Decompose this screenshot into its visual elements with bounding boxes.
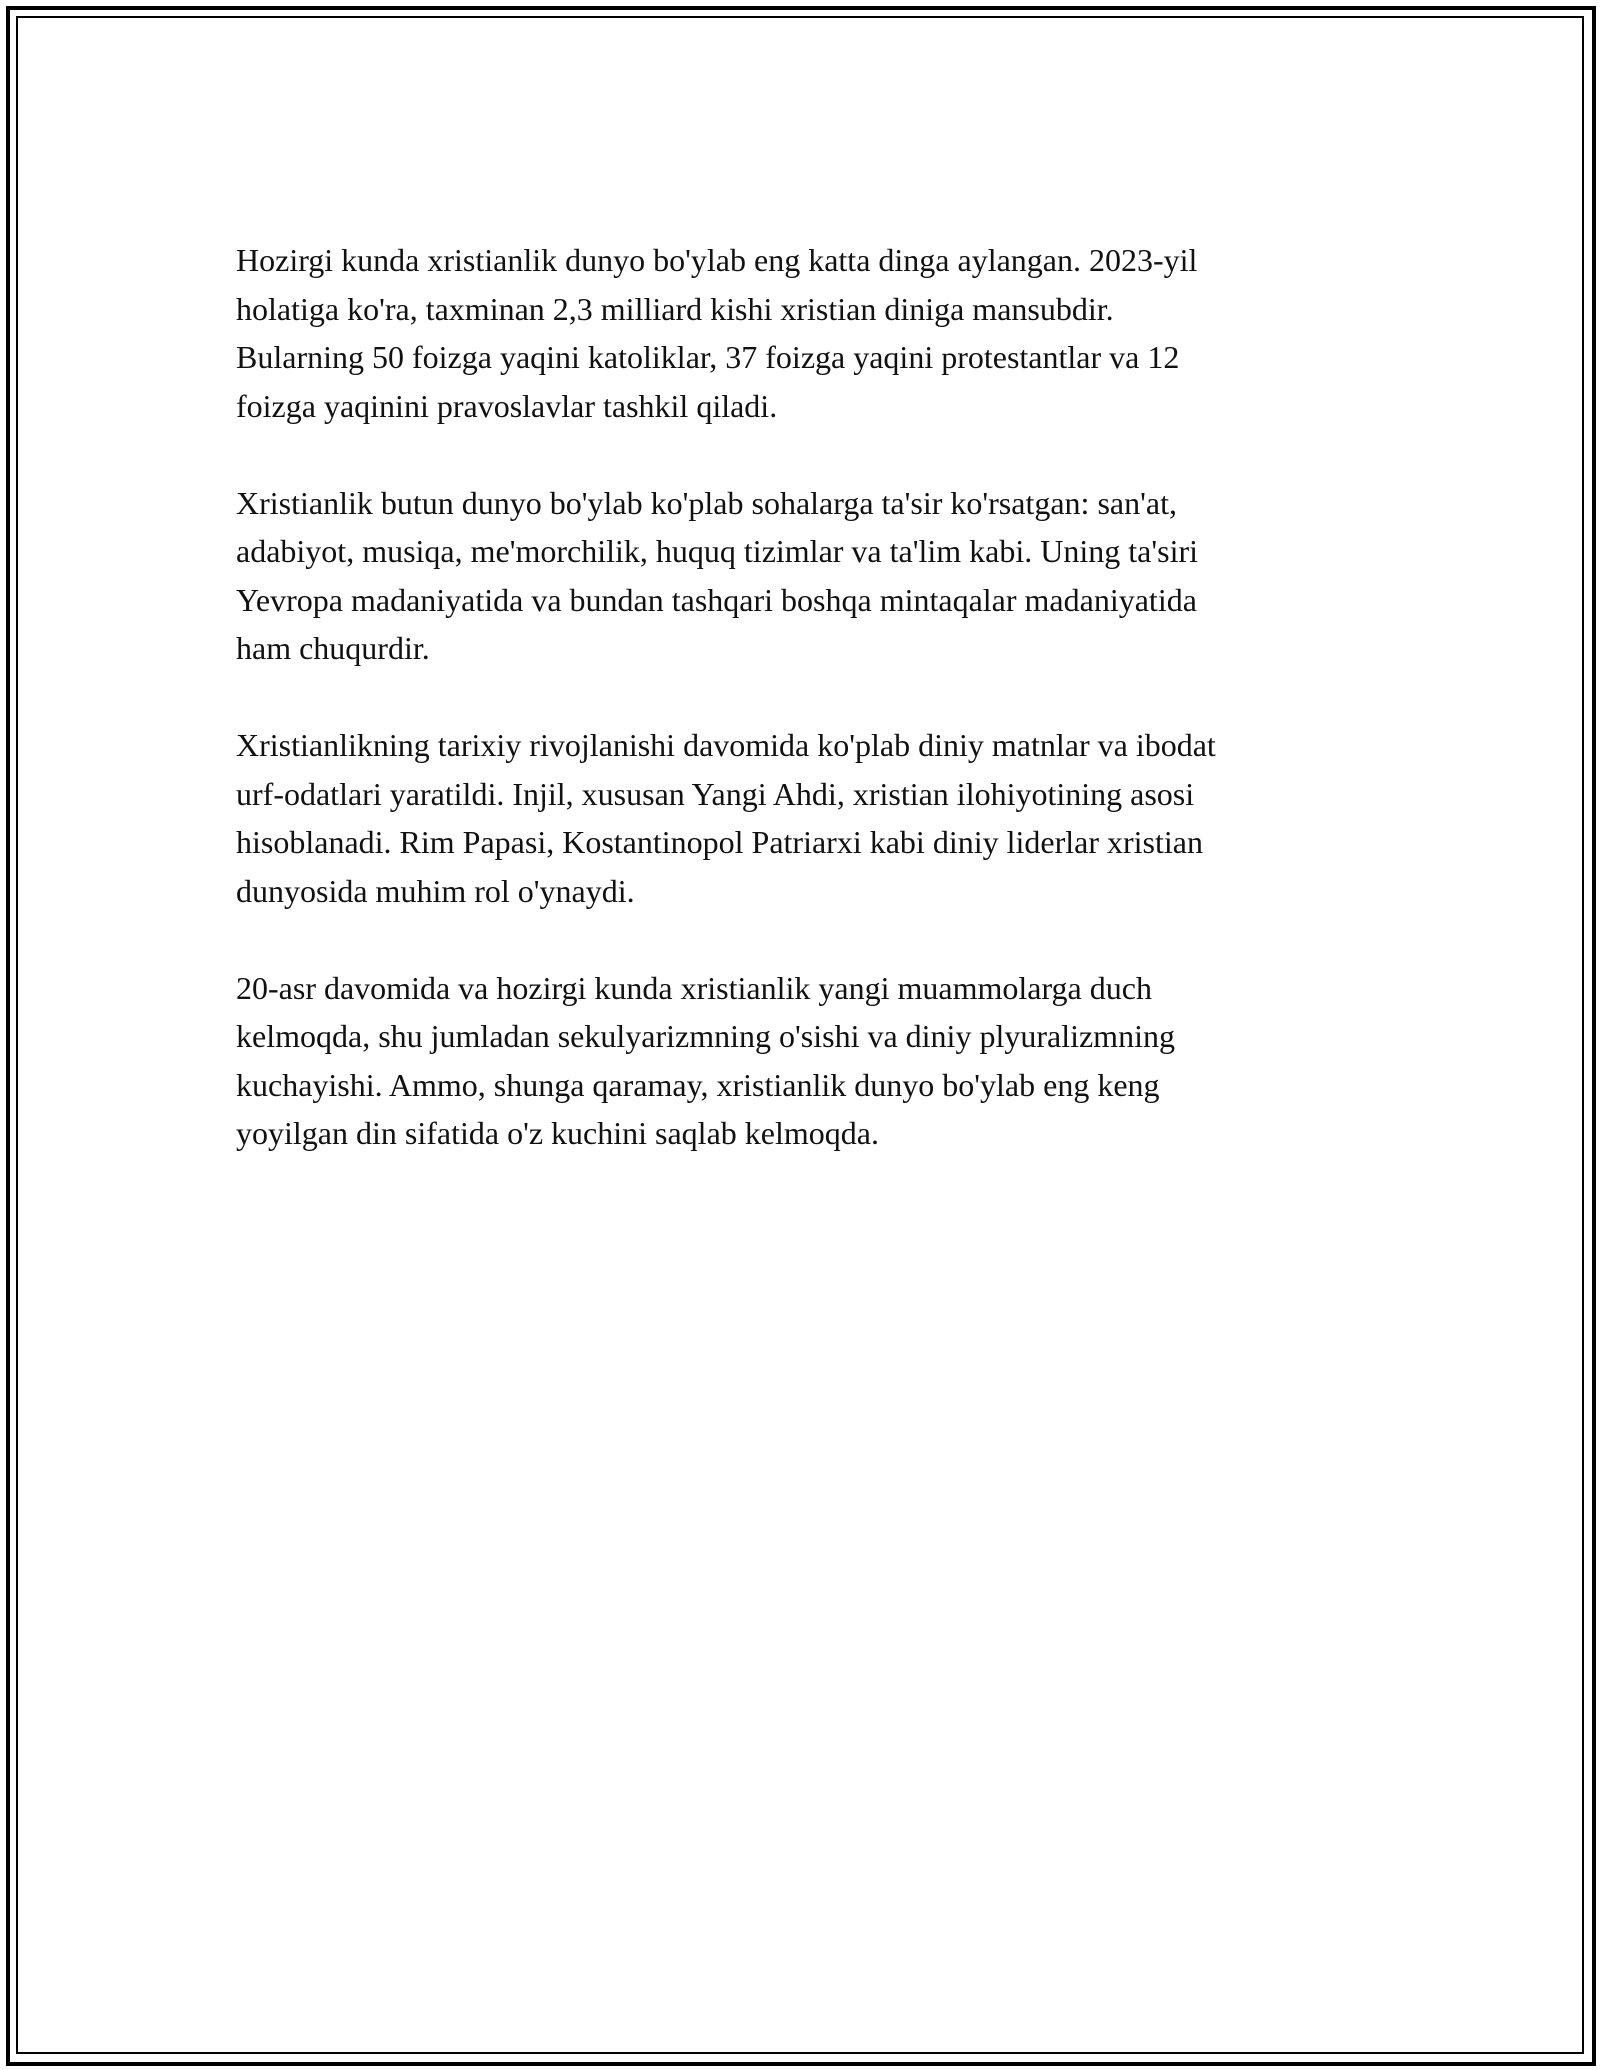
paragraph-1: Hozirgi kunda xristianlik dunyo bo'ylab eng katta dinga aylangan. 2023-yil holatiga ko'ra, taxminan 2,3 milliard kishi xristian diniga mansubdir. Bularning 50 foizga yaqini katoliklar, 37 foizga yaqini protestantlar va 12 foizga yaqinini pravoslavlar tashkil qiladi. (236, 242, 1198, 424)
paragraph-3: Xristianlikning tarixiy rivojlanishi davomida ko'plab diniy matnlar va ibodat urf-odatlari yaratildi. Injil, xususan Yangi Ahdi, xristian ilohiyotining asosi hisoblanadi. Rim Papasi, Kostantinopol Patriarxi kabi diniy liderlar xristian dunyosida muhim rol o'ynaydi. (236, 727, 1216, 909)
document-body (236, 236, 1376, 1206)
paragraph-2: Xristianlik butun dunyo bo'ylab ko'plab sohalarga ta'sir ko'rsatgan: san'at, adabiyot, musiqa, me'morchilik, huquq tizimlar va ta'lim kabi. Uning ta'siri Yevropa madaniyatida va bundan tashqari boshqa mintaqalar madaniyatida ham chuqurdir. (236, 484, 1198, 666)
paragraph-4: 20-asr davomida va hozirgi kunda xristianlik yangi muammolarga duch kelmoqda, shu jumladan sekulyarizmning o'sishi va diniy plyuralizmning kuchayishi. Ammo, shunga qaramay, xristianlik dunyo bo'ylab eng keng yoyilgan din sifatida o'z kuchini saqlab kelmoqda. (236, 969, 1175, 1151)
